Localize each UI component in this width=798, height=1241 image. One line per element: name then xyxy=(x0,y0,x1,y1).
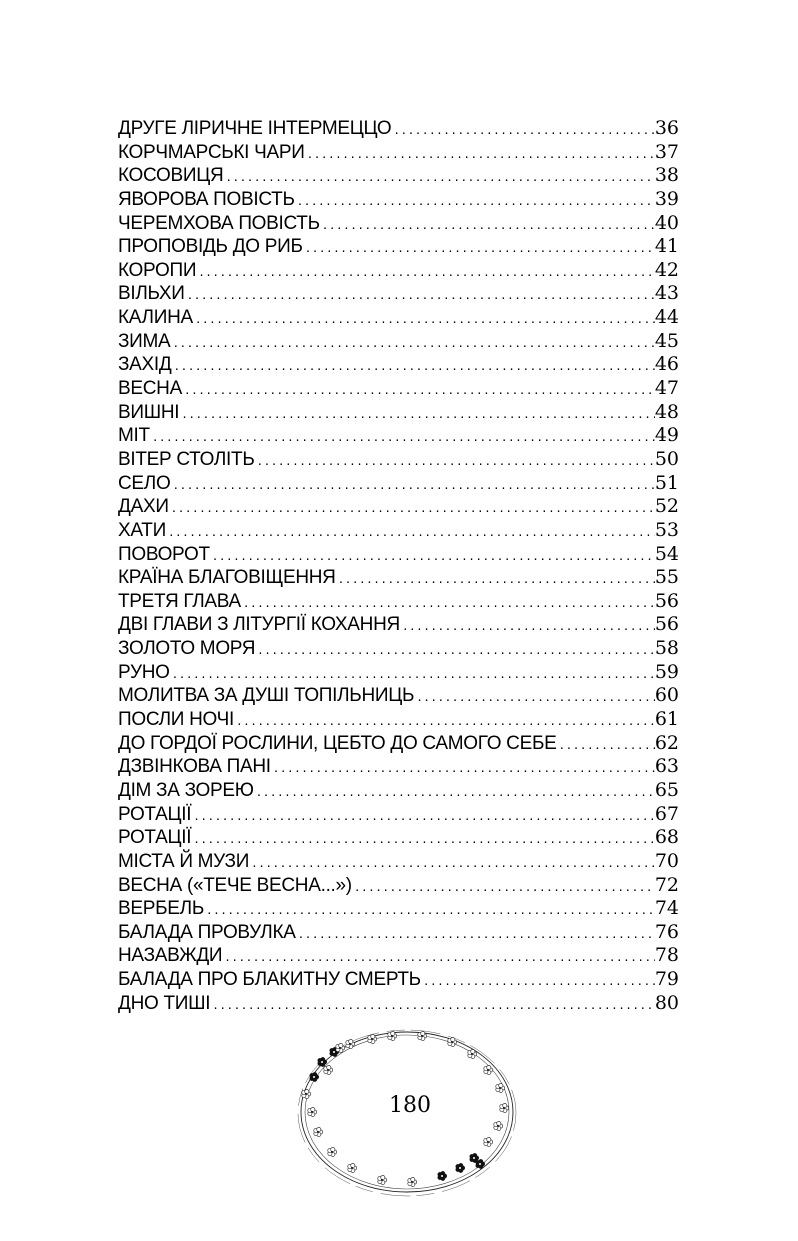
toc-entry-page: 65 xyxy=(654,778,679,801)
toc-entry-page: 60 xyxy=(654,684,679,707)
toc-entry-page: 36 xyxy=(654,117,679,139)
toc-entry-title: ВЕСНА («ТЕЧЕ ВЕСНА...») xyxy=(118,874,352,896)
toc-dot-leader xyxy=(271,757,655,781)
toc-entry xyxy=(118,803,679,827)
toc-entry-page: 76 xyxy=(654,920,679,943)
toc-dot-leader xyxy=(391,119,654,143)
toc-dot-leader xyxy=(182,379,655,403)
toc-dot-leader xyxy=(210,545,655,569)
toc-entry xyxy=(118,472,679,496)
toc-entry xyxy=(118,543,679,567)
toc-entry-title: ЗОЛОТО МОРЯ xyxy=(118,638,256,660)
toc-dot-leader xyxy=(421,970,655,994)
toc-entry-page: 38 xyxy=(654,164,679,187)
toc-dot-leader xyxy=(557,734,655,758)
toc-entry-title: МОЛИТВА ЗА ДУШІ ТОПІЛЬНИЦЬ xyxy=(118,685,415,707)
toc-entry-page: 50 xyxy=(654,447,679,470)
toc-entry-page: 45 xyxy=(654,329,679,352)
toc-entry-page: 49 xyxy=(654,424,679,447)
toc-entry xyxy=(118,968,679,992)
toc-dot-leader xyxy=(336,568,655,592)
toc-entry xyxy=(118,448,679,472)
toc-dot-leader xyxy=(196,261,655,285)
toc-dot-leader xyxy=(170,474,654,498)
toc-dot-leader xyxy=(223,166,654,190)
toc-entry xyxy=(118,566,679,590)
toc-entry-page: 52 xyxy=(654,495,679,518)
toc-entry-page: 44 xyxy=(654,306,679,329)
toc-entry-title: ДНО ТИШІ xyxy=(118,992,211,1014)
toc-entry-title: ДАХИ xyxy=(118,496,169,518)
toc-entry-page: 56 xyxy=(654,613,679,636)
toc-entry-page: 43 xyxy=(654,282,679,305)
toc-entry xyxy=(118,117,679,141)
toc-entry xyxy=(118,353,679,377)
toc-entry-title: ДВІ ГЛАВИ З ЛІТУРГІЇ КОХАННЯ xyxy=(118,614,400,636)
toc-entry xyxy=(118,259,679,283)
toc-entry-page: 42 xyxy=(654,258,679,281)
toc-entry xyxy=(118,850,679,874)
toc-entry xyxy=(118,282,679,306)
toc-dot-leader xyxy=(352,876,655,900)
toc-entry xyxy=(118,377,679,401)
toc-entry-page: 46 xyxy=(654,353,679,376)
toc-entry-title: МІТ xyxy=(118,425,150,447)
toc-dot-leader xyxy=(320,214,655,238)
toc-entry-page: 79 xyxy=(654,968,679,991)
toc-dot-leader xyxy=(179,403,655,427)
toc-entry-page: 78 xyxy=(654,944,679,967)
toc-entry xyxy=(118,141,679,165)
toc-entry xyxy=(118,495,679,519)
toc-entry-title: КОРЧМАРСЬКІ ЧАРИ xyxy=(118,141,305,163)
toc-entry-page: 80 xyxy=(654,991,679,1014)
toc-dot-leader xyxy=(191,805,655,829)
toc-dot-leader xyxy=(166,521,655,545)
toc-entry-title: ПОСЛИ НОЧІ xyxy=(118,709,234,731)
toc-entry xyxy=(118,826,679,850)
toc-dot-leader xyxy=(170,332,654,356)
toc-entry xyxy=(118,944,679,968)
toc-entry-page: 58 xyxy=(654,637,679,660)
toc-entry xyxy=(118,684,679,708)
toc-entry-title: ВЕСНА xyxy=(118,378,182,400)
toc-entry-title: ХАТИ xyxy=(118,519,166,541)
toc-entry-title: ДЗВІНКОВА ПАНІ xyxy=(118,756,271,778)
toc-entry-page: 39 xyxy=(654,187,679,210)
toc-dot-leader xyxy=(255,450,655,474)
toc-entry xyxy=(118,306,679,330)
toc-dot-leader xyxy=(204,899,655,923)
toc-dot-leader xyxy=(193,308,655,332)
toc-entry-title: ВИШНІ xyxy=(118,401,180,423)
toc-dot-leader xyxy=(414,686,655,710)
toc-entry xyxy=(118,212,679,236)
toc-entry xyxy=(118,519,679,543)
toc-dot-leader xyxy=(305,143,655,167)
toc-entry-title: ВІТЕР СТОЛІТЬ xyxy=(118,448,255,470)
toc-dot-leader xyxy=(255,639,655,663)
toc-entry xyxy=(118,330,679,354)
toc-entry xyxy=(118,235,679,259)
toc-entry-title: ДІМ ЗА ЗОРЕЮ xyxy=(118,779,254,801)
toc-dot-leader xyxy=(191,828,655,852)
toc-entry-page: 56 xyxy=(654,589,679,612)
toc-entry xyxy=(118,424,679,448)
toc-entry-title: ПОВОРОТ xyxy=(118,543,210,565)
toc-dot-leader xyxy=(210,994,655,1018)
toc-entry xyxy=(118,755,679,779)
toc-entry-title: БАЛАДА ПРО БЛАКИТНУ СМЕРТЬ xyxy=(118,969,421,991)
toc-entry-title: КАЛИНА xyxy=(118,307,193,329)
toc-entry xyxy=(118,708,679,732)
toc-entry-title: КОРОПИ xyxy=(118,259,197,281)
toc-entry-title: РОТАЦІЇ xyxy=(118,803,192,825)
toc-entry-page: 54 xyxy=(654,542,679,565)
toc-entry xyxy=(118,188,679,212)
toc-entry-page: 68 xyxy=(654,826,679,849)
toc-entry xyxy=(118,590,679,614)
toc-dot-leader xyxy=(254,781,655,805)
toc-entry xyxy=(118,661,679,685)
toc-entry xyxy=(118,164,679,188)
toc-entry-title: ВІЛЬХИ xyxy=(118,283,185,305)
toc-entry-page: 62 xyxy=(654,731,679,754)
toc-entry xyxy=(118,874,679,898)
toc-entry-page: 40 xyxy=(654,211,679,234)
toc-entry-page: 72 xyxy=(654,873,679,896)
toc-entry-page: 48 xyxy=(654,400,679,423)
toc-dot-leader xyxy=(169,497,655,521)
toc-entry xyxy=(118,921,679,945)
toc-dot-leader xyxy=(222,946,655,970)
toc-entry-title: НАЗАВЖДИ xyxy=(118,945,223,967)
toc-entry-page: 53 xyxy=(654,518,679,541)
toc-entry xyxy=(118,897,679,921)
toc-entry xyxy=(118,992,679,1016)
toc-entry-title: КРАЇНА БЛАГОВІЩЕННЯ xyxy=(118,567,336,589)
toc-entry xyxy=(118,401,679,425)
toc-entry-page: 67 xyxy=(654,802,679,825)
toc-dot-leader xyxy=(234,710,655,734)
toc-entry-title: ТРЕТЯ ГЛАВА xyxy=(118,590,241,612)
toc-entry-page: 41 xyxy=(654,235,679,258)
page-number: 180 xyxy=(389,1093,431,1118)
toc-entry xyxy=(118,637,679,661)
toc-entry-page: 37 xyxy=(654,140,679,163)
toc-dot-leader xyxy=(150,426,655,450)
toc-entry-title: ЗАХІД xyxy=(118,354,172,376)
toc-entry-page: 55 xyxy=(654,566,679,589)
toc-entry-title: ЗИМА xyxy=(118,330,171,352)
toc-dot-leader xyxy=(296,923,655,947)
toc-entry-page: 70 xyxy=(654,849,679,872)
toc-entry-title: СЕЛО xyxy=(118,472,171,494)
toc-entry-title: ПРОПОВІДЬ ДО РИБ xyxy=(118,236,303,258)
toc-dot-leader xyxy=(171,355,654,379)
toc-entry-page: 74 xyxy=(654,897,679,920)
toc-entry xyxy=(118,613,679,637)
toc-entry-title: РОТАЦІЇ xyxy=(118,827,192,849)
toc-entry-title: ДО ГОРДОЇ РОСЛИНИ, ЦЕБТО ДО САМОГО СЕБЕ xyxy=(118,732,557,754)
toc-dot-leader xyxy=(170,663,655,687)
toc-entry-title: РУНО xyxy=(118,661,170,683)
toc-entry-title: МІСТА Й МУЗИ xyxy=(118,850,250,872)
toc-entry-title: БАЛАДА ПРОВУЛКА xyxy=(118,921,296,943)
toc-entry-page: 61 xyxy=(654,708,679,731)
toc-dot-leader xyxy=(241,592,655,616)
toc-entry-page: 47 xyxy=(654,377,679,400)
toc-dot-leader xyxy=(185,284,655,308)
toc-entry-title: ВЕРБЕЛЬ xyxy=(118,898,204,920)
toc-dot-leader xyxy=(249,852,655,876)
toc-entry-page: 63 xyxy=(654,755,679,778)
toc-dot-leader xyxy=(400,615,655,639)
toc-entry-title: КОСОВИЦЯ xyxy=(118,165,224,187)
toc-entry-title: ЯВОРОВА ПОВІСТЬ xyxy=(118,188,295,210)
toc-dot-leader xyxy=(303,237,655,261)
toc-entry-page: 51 xyxy=(654,471,679,494)
toc-entry xyxy=(118,779,679,803)
toc-dot-leader xyxy=(295,190,655,214)
toc-entry xyxy=(118,732,679,756)
toc-entry-title: ДРУГЕ ЛІРИЧНЕ ІНТЕРМЕЦЦО xyxy=(118,118,392,139)
table-of-contents xyxy=(118,117,679,1015)
toc-entry-title: ЧЕРЕМХОВА ПОВІСТЬ xyxy=(118,212,320,234)
toc-entry-page: 59 xyxy=(654,660,679,683)
